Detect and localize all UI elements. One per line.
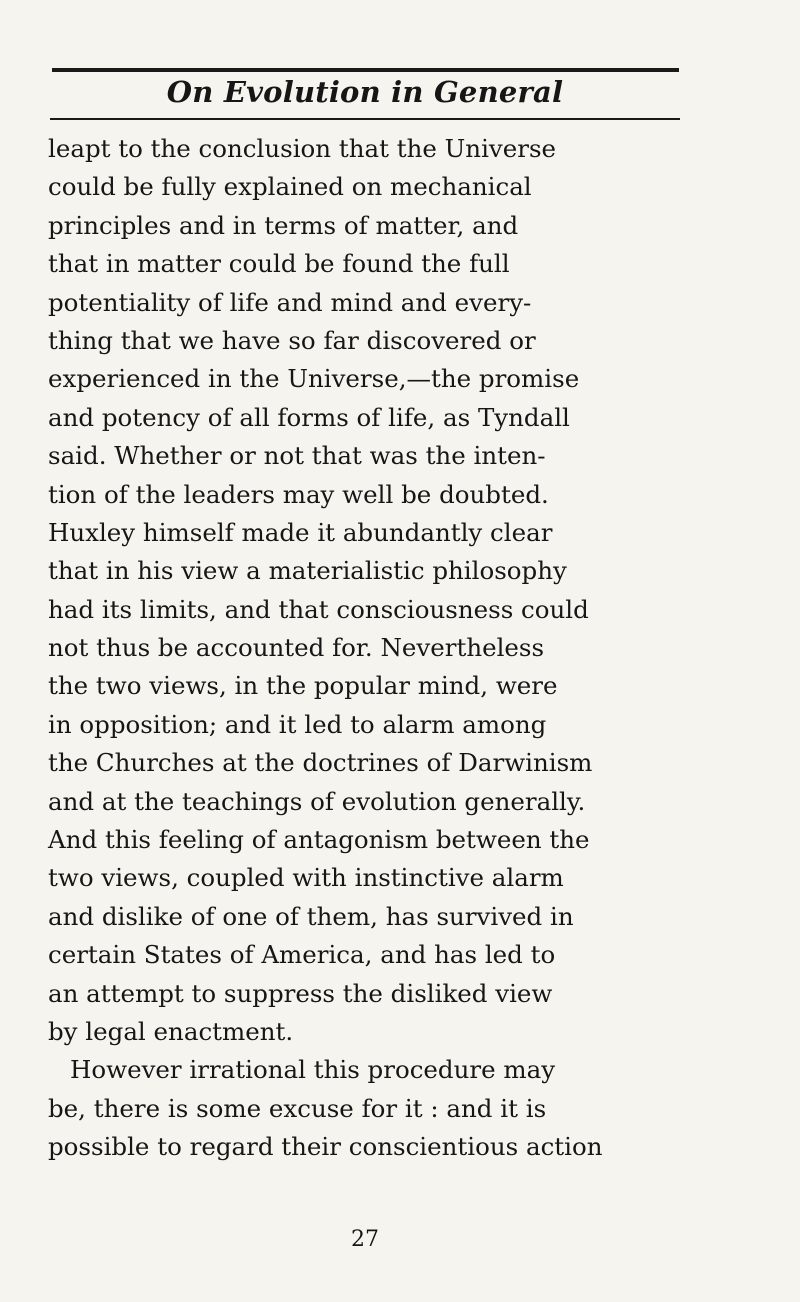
text-line: two views, coupled with instinctive alarm (48, 863, 564, 893)
text-line: that in his view a materialistic philosophy (48, 556, 567, 586)
text-line: the two views, in the popular mind, were (48, 671, 558, 701)
text-line: that in matter could be found the full (48, 249, 510, 279)
text-line: the Churches at the doctrines of Darwinism (48, 748, 593, 778)
text-line: thing that we have so far discovered or (48, 325, 536, 355)
text-line: an attempt to suppress the disliked view (48, 978, 553, 1008)
text-line: could be fully explained on mechanical (48, 172, 532, 202)
text-line: had its limits, and that consciousness could (48, 594, 589, 624)
text-line: and potency of all forms of life, as Tyndall (48, 402, 570, 432)
text-line: experienced in the Universe,—the promise (48, 364, 580, 394)
text-line: Huxley himself made it abundantly clear (48, 517, 553, 547)
text-line: by legal enactment. (48, 1016, 294, 1046)
text-line: possible to regard their conscientious action (48, 1132, 603, 1162)
text-line: And this feeling of antagonism between the (48, 825, 590, 855)
header-rule-top (52, 68, 679, 72)
text-line: potentiality of life and mind and every- (48, 287, 532, 317)
text-line: and at the teachings of evolution generally. (48, 786, 586, 816)
header-rule-bottom (50, 118, 680, 120)
text-line: leapt to the conclusion that the Universe (48, 134, 557, 163)
text-line: However irrational this procedure may (70, 1055, 556, 1085)
text-line: tion of the leaders may well be doubted. (48, 479, 549, 509)
body-text (48, 130, 684, 1167)
running-title: On Evolution in General (166, 75, 564, 109)
text-line: principles and in terms of matter, and (48, 210, 519, 240)
text-line: in opposition; and it led to alarm among (48, 709, 547, 739)
text-line: be, there is some excuse for it : and it is (48, 1093, 547, 1123)
text-line: said. Whether or not that was the inten- (48, 441, 546, 471)
text-line: certain States of America, and has led to (48, 940, 556, 970)
page-number: 27 (351, 1227, 379, 1252)
text-line: not thus be accounted for. Nevertheless (48, 633, 545, 663)
text-line: and dislike of one of them, has survived in (48, 901, 574, 931)
